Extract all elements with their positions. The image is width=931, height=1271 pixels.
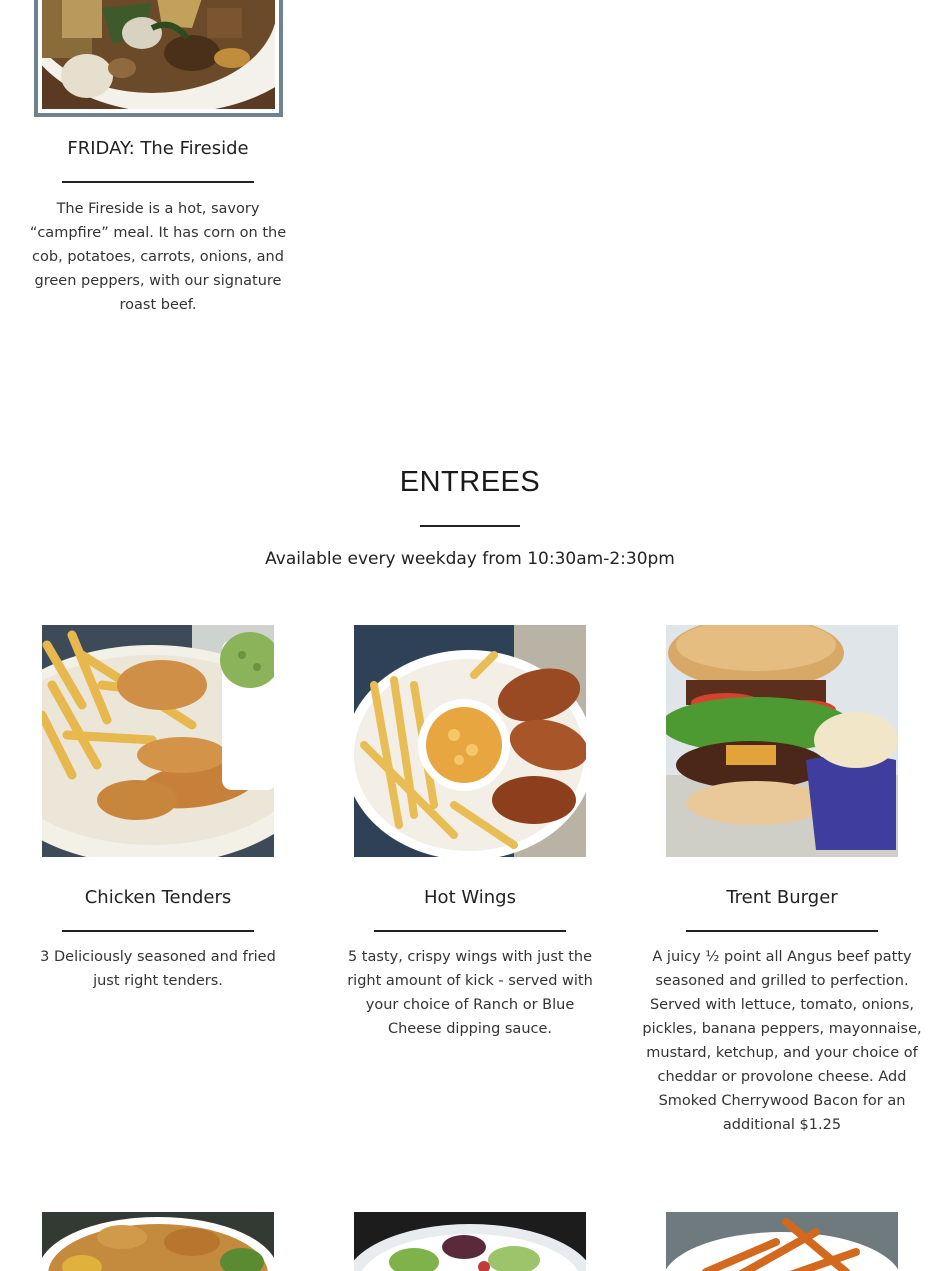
entrees-subtitle: Available every weekday from 10:30am-2:30pm [265, 549, 675, 569]
trent-burger-divider [686, 930, 878, 932]
trent-burger-name: Trent Burger [726, 887, 838, 908]
friday-description: The Fireside is a hot, savory “campfire” meal. It has corn on the cob, potatoes, carrots, onions, and green peppers, with our signature roast beef. [29, 201, 287, 313]
friday-title: FRIDAY: The Fireside [67, 138, 249, 159]
hot-wings-name: Hot Wings [424, 887, 516, 908]
chicken-tenders-description: 3 Deliciously seasoned and fried just right tenders. [40, 949, 276, 989]
fireside-photo[interactable] [42, 0, 275, 109]
hot-wings-description: 5 tasty, crispy wings with just the right amount of kick - served with your choice of Ranch or Blue Cheese dipping sauce. [347, 949, 593, 1037]
friday-divider [62, 181, 254, 183]
entrees-heading: ENTREES [399, 466, 541, 498]
chicken-tenders-divider [62, 930, 254, 932]
salad-chicken-photo[interactable] [42, 1212, 274, 1271]
chicken-tenders-photo[interactable] [42, 625, 274, 857]
fireside-photo-frame [34, 0, 283, 117]
hot-wings-divider [374, 930, 566, 932]
sweet-potato-fries-photo[interactable] [666, 1212, 898, 1271]
chicken-tenders-name: Chicken Tenders [84, 887, 232, 908]
garden-salad-photo[interactable] [354, 1212, 586, 1271]
trent-burger-description: A juicy ½ point all Angus beef patty seasoned and grilled to perfection. Served with lettuce, tomato, onions, pickles, banana peppers, mayonnaise, mustard, ketchup, and your choice of cheddar or provolone cheese. Add Smoked Cherrywood Bacon for an additional $1.25 [642, 949, 922, 1133]
entrees-divider [420, 525, 520, 527]
hot-wings-photo[interactable] [354, 625, 586, 857]
trent-burger-photo[interactable] [666, 625, 898, 857]
